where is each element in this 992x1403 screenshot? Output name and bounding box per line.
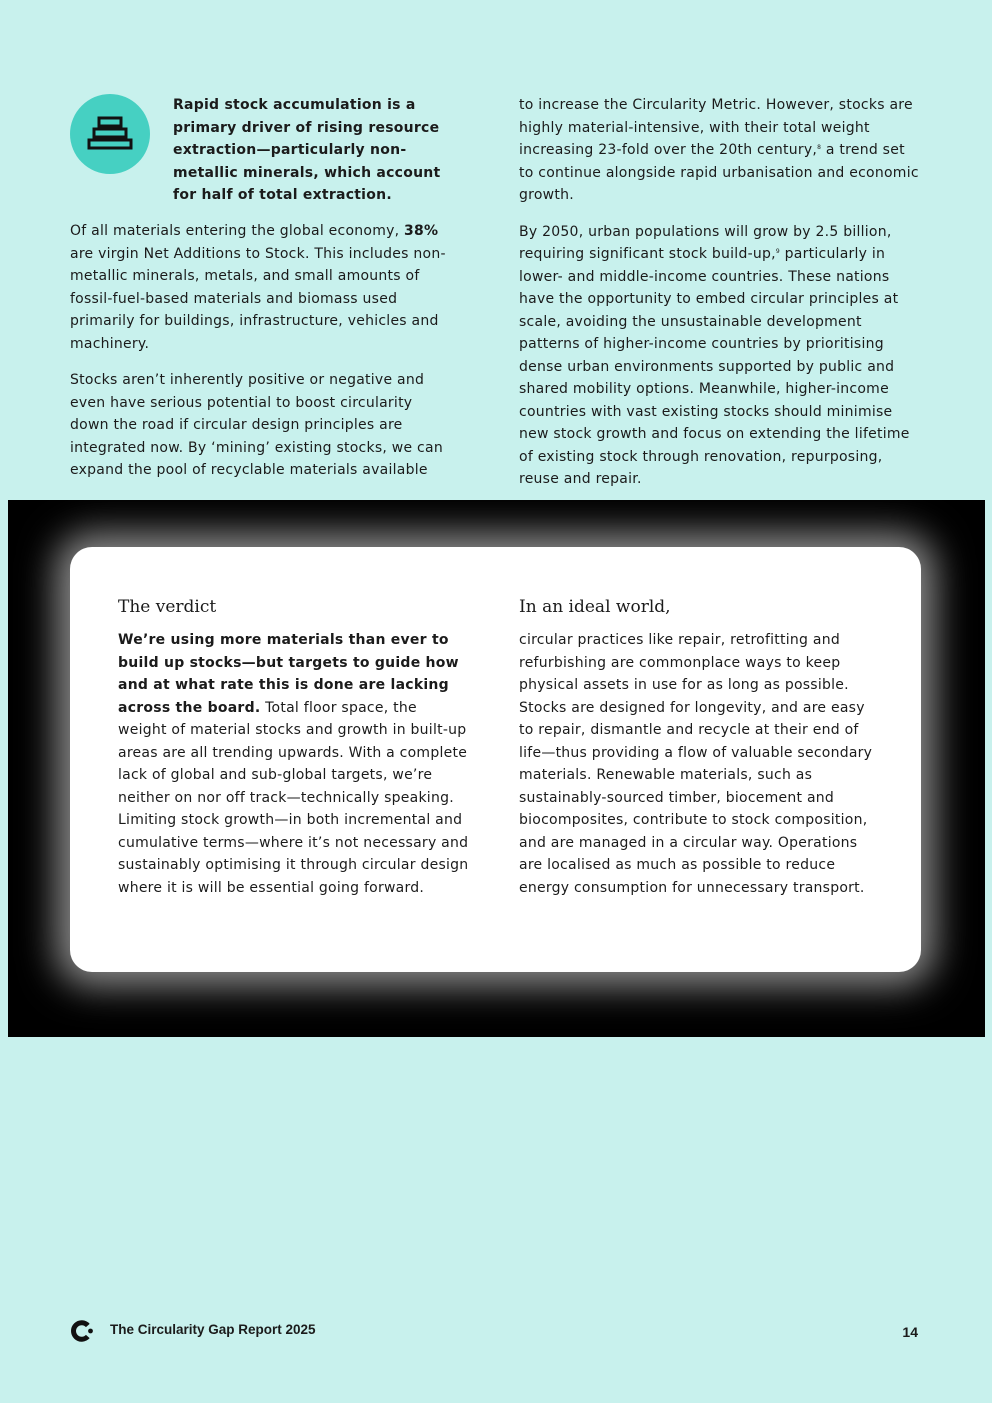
net-additions-percentage: 38% <box>404 223 439 239</box>
verdict-heading: The verdict <box>118 597 217 617</box>
intro-highlight: Rapid stock accumulation is a primary driver of rising resource extraction—particularly non-metallic minerals, which account for half of total extraction. <box>173 97 441 203</box>
left-column <box>70 220 455 496</box>
page-number: 14 <box>902 1324 918 1340</box>
verdict-text: We’re using more materials than ever to build up stocks—but targets to guide how and at what rate this is done are lacking across the board. Total floor space, the weight of material stocks and growth in built-up areas are all trending upwards. With a complete lack of global and sub-global targets, we’re neither on nor off track—technically speaking. Limiting stock growth—in both incremental and cumulative terms—where it’s not necessary and sustainably optimising it through circular design where it is will be essential going forward. <box>118 632 469 896</box>
ideal-world-heading: In an ideal world, <box>519 597 671 617</box>
right-column <box>519 94 919 505</box>
left-paragraph-2: Stocks aren’t inherently positive or negative and even have serious potential to boost circularity down the road if circular design principles are integrated now. By ‘mining’ existing stocks, we can expand the pool of recyclable materials available <box>70 372 443 478</box>
verdict-card <box>70 547 921 972</box>
stacked-blocks-icon <box>87 114 133 154</box>
circle-gap-logo-icon <box>70 1319 94 1343</box>
right-paragraph-2: By 2050, urban populations will grow by 2.5 billion, requiring significant stock build-up,$^9$ particularly in lower- and middle-income countries. These nations have the opportunity to embed circular principles at scale, avoiding the unsustainable development patterns of higher-income countries by prioritising dense urban environments supported by public and shared mobility options. Meanwhile, higher-income countries with vast existing stocks should minimise new stock growth and focus on extending the lifetime of existing stock through renovation, repurposing, reuse and repair. <box>519 223 910 487</box>
footer-report-title: The Circularity Gap Report 2025 <box>110 1322 316 1337</box>
verdict-bold-lead: We’re using more materials than ever to build up stocks—but targets to guide how and at what rate this is done are lacking across the board. <box>118 632 459 716</box>
ideal-world-column <box>519 595 879 899</box>
footnote-ref-9[interactable]: 9 <box>775 248 780 255</box>
intro-icon-circle <box>70 94 150 174</box>
ideal-world-text: circular practices like repair, retrofitting and refurbishing are commonplace ways to keep physical assets in use for as long as possible. Stocks are designed for longevity, and are easy to repair, dismantle and recycle at their end of life—thus providing a flow of valuable secondary materials. Renewable materials, such as sustainably-sourced timber, biocement and biocomposites, contribute to stock composition, and are managed in a circular way. Operations are localised as much as possible to reduce energy consumption for unnecessary transport. <box>519 632 873 896</box>
left-paragraph-1: Of all materials entering the global economy, 38% are virgin Net Additions to Stock. This includes non-metallic minerals, metals, and small amounts of fossil-fuel-based materials and biomass used primarily for buildings, infrastructure, vehicles and machinery. <box>70 223 446 352</box>
right-paragraph-1: to increase the Circularity Metric. However, stocks are highly material-intensive, with their total weight increasing 23-fold over the 20th century,$^8$ a trend set to continue alongside rapid urbanisation and economic growth. <box>519 97 919 203</box>
verdict-column <box>118 595 470 899</box>
footnote-ref-8[interactable]: 8 <box>817 144 822 151</box>
